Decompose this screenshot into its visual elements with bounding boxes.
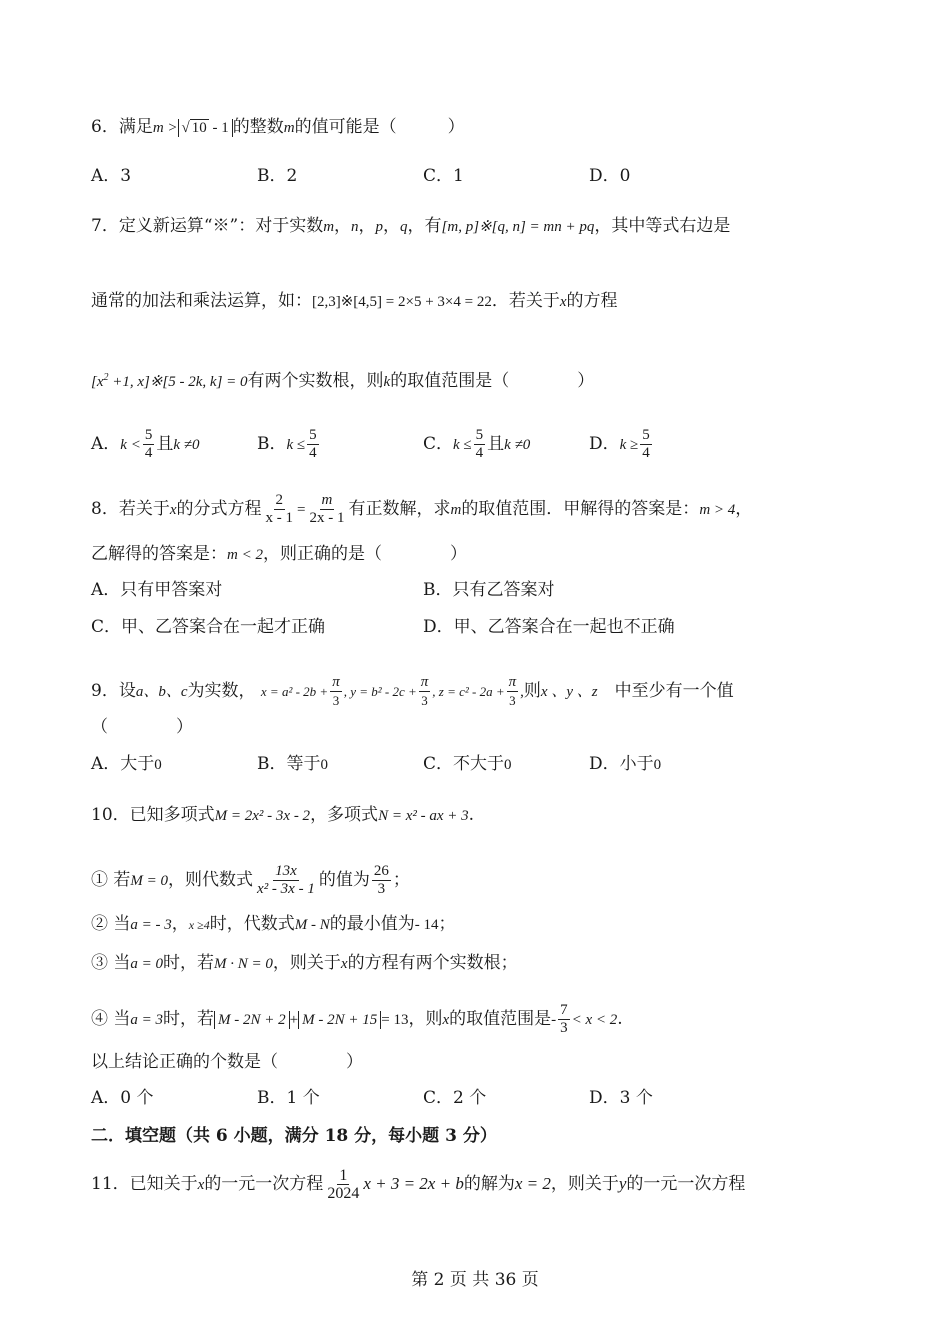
q10-s3-expr: M · N = 0 xyxy=(214,956,273,972)
page-footer: 第 2 页 共 36 页 xyxy=(411,1270,539,1290)
q9-optB-val: 0 xyxy=(320,757,328,773)
q8-text1: 8．若关于 xyxy=(91,499,170,519)
q7-optB-le: k ≤ xyxy=(286,437,306,453)
q7-var-q: q xyxy=(400,219,408,235)
q10-s4-plus: + xyxy=(289,1012,299,1028)
q7-optA-ne: k ≠0 xyxy=(173,437,200,453)
q9-z-pi: π xyxy=(508,674,517,690)
q9-z-three: 3 xyxy=(509,693,516,708)
q10-s3-b: 时，若 xyxy=(163,953,215,973)
q8-frac1-num: 2 xyxy=(275,492,283,508)
q7-option-d[interactable] xyxy=(589,427,654,462)
q11-line1 xyxy=(91,1167,745,1202)
q10-s2-cond2: x ≥4 xyxy=(188,918,210,932)
q10-text1: 10．已知多项式 xyxy=(91,805,215,825)
section-heading: 二．填空题（共 6 小题，满分 18 分，每小题 3 分） xyxy=(91,1126,497,1146)
q7-line2 xyxy=(91,289,618,314)
q9-y-three: 3 xyxy=(421,693,428,708)
q10-option-a[interactable]: A．0 个 xyxy=(91,1088,154,1108)
q7-line3-text2: 的取值范围是（ ） xyxy=(390,371,595,391)
q10-s4-e: . xyxy=(617,1009,623,1029)
q11-frac-den: 2024 xyxy=(327,1185,360,1202)
q10-s4-abs1: M - 2N + 2 xyxy=(214,1011,290,1029)
q11-frac-num: 1 xyxy=(339,1167,348,1184)
q8-option-b[interactable]: B．只有乙答案对 xyxy=(423,580,555,600)
q9-optC-label: C．不大于 xyxy=(423,754,505,774)
q8-option-c[interactable]: C．甲、乙答案合在一起才正确 xyxy=(91,617,326,637)
q10-s2-d: 的最小值为 xyxy=(329,914,415,934)
q9-xyz: x 、y 、z xyxy=(540,684,598,700)
q8-line2-text1: 乙解得的答案是： xyxy=(91,544,227,564)
q9-z-frac xyxy=(507,674,519,709)
q7-optD-ge: k ≥ xyxy=(619,437,639,453)
q7-equation xyxy=(91,374,248,390)
q8-ans-yi: m < 2 xyxy=(227,547,263,563)
q10-s1-frac xyxy=(255,863,317,898)
q9-option-b[interactable] xyxy=(257,752,328,777)
q10-s2-e: ； xyxy=(438,914,456,934)
q10-statement-3 xyxy=(91,951,518,976)
q7-text2: ，其中等式右边是 xyxy=(594,216,731,236)
q10-N-expr: N = x² - ax + 3 xyxy=(378,808,469,824)
q7-line3 xyxy=(91,366,594,394)
q11-var-x: x xyxy=(197,1177,205,1193)
q7-eq-part2: +1, x]※[5 - 2k, k] = 0 xyxy=(108,374,248,390)
q7-definition: [m, p]※[q, n] = mn + pq xyxy=(441,219,595,235)
q10-statement-4 xyxy=(91,1002,623,1037)
q7-example: [2,3]※[4,5] = 2×5 + 3×4 = 22 xyxy=(312,294,492,310)
q10-s1-c: 的值为 xyxy=(318,870,370,890)
q9-y-pi: π xyxy=(420,674,429,690)
q7-sep1: ， xyxy=(334,216,352,236)
q8-frac1-den: x - 1 xyxy=(265,510,293,526)
q10-s1-a: ① 若 xyxy=(91,870,131,890)
q7-optA-and: 且 xyxy=(156,434,174,454)
q6-option-c[interactable]: C．1 xyxy=(423,166,464,186)
q7-optD-den: 4 xyxy=(642,445,650,461)
q10-text3: . xyxy=(468,805,475,825)
q6-option-a[interactable]: A．3 xyxy=(91,166,132,186)
q10-s1-vnum: 26 xyxy=(373,863,389,879)
q10-s1-value xyxy=(372,863,391,898)
q7-option-b[interactable] xyxy=(257,427,321,462)
q9-optB-label: B．等于 xyxy=(257,754,321,774)
q9-optC-val: 0 xyxy=(504,757,512,773)
q9-optA-label: A．大于 xyxy=(91,754,155,774)
q8-line2-text2: ，则正确的是（ ） xyxy=(262,544,467,564)
q6-abs-expr: √ 10 - 1 xyxy=(178,119,233,137)
q10-s4-b: 时，若 xyxy=(163,1009,215,1029)
q10-s2-a: ② 当 xyxy=(91,914,131,934)
q10-s4-c: ，则 xyxy=(408,1009,443,1029)
q10-s3-c: ，则关于 xyxy=(272,953,341,973)
q8-frac2-num: m xyxy=(321,492,333,508)
q10-s2-expr: M - N xyxy=(294,917,330,933)
q7-optB-label: B． xyxy=(257,434,287,454)
q7-var-x: x xyxy=(559,294,567,310)
q9-z-expr: , z = c² - 2a + xyxy=(432,684,505,699)
q9-line1 xyxy=(91,674,861,709)
q7-optB-den: 4 xyxy=(309,445,317,461)
q9-text1: 9．设 xyxy=(91,681,136,701)
q9-x-frac xyxy=(330,674,342,709)
q10-statement-1 xyxy=(91,863,410,898)
q9-option-c[interactable] xyxy=(423,752,512,777)
q10-s1-num: 13x xyxy=(275,863,297,879)
q6-ineq-left: m > xyxy=(152,120,178,136)
q9-x-expr: x = a² - 2b + xyxy=(260,684,329,699)
q8-ans-jia: m > 4 xyxy=(699,502,736,518)
q8-frac2 xyxy=(307,492,346,527)
q8-comma: ， xyxy=(735,499,753,519)
q10-stem xyxy=(91,803,474,828)
q7-optC-ne: k ≠0 xyxy=(504,437,531,453)
q10-M-expr: M = 2x² - 3x - 2 xyxy=(214,808,311,824)
q10-s1-cond: M = 0 xyxy=(130,873,169,889)
q11-var-y: y xyxy=(618,1174,627,1193)
q7-sep3: ， xyxy=(383,216,401,236)
q8-text3: 有正数解，求 xyxy=(348,499,451,519)
q7-line2-text1: 通常的加法和乘法运算，如： xyxy=(91,291,312,311)
q10-s4-den: 3 xyxy=(560,1020,568,1036)
q7-optA-lt: k < xyxy=(120,437,141,453)
q6-prefix: 6．满足 xyxy=(91,117,153,137)
q6-minus-one: - 1 xyxy=(208,120,229,136)
q10-s4-num: 7 xyxy=(560,1002,568,1018)
q7-var-m: m xyxy=(323,219,335,235)
q10-text2: ，多项式 xyxy=(310,805,379,825)
q7-optC-frac xyxy=(474,427,486,462)
q7-line2-text3: 的方程 xyxy=(566,291,618,311)
q7-optA-den: 4 xyxy=(144,445,153,461)
q7-line3-text1: 有两个实数根，则 xyxy=(247,371,384,391)
q10-s4-eq: = 13 xyxy=(381,1012,409,1028)
q10-s3-a: ③ 当 xyxy=(91,953,131,973)
q7-have: ，有 xyxy=(407,216,442,236)
q11-sol: x = 2 xyxy=(514,1174,551,1193)
q10-s4-abs2: M - 2N + 15 xyxy=(298,1011,381,1029)
q10-s1-b: ，则代数式 xyxy=(168,870,254,890)
q9-option-a[interactable] xyxy=(91,752,162,777)
q9-option-d[interactable] xyxy=(589,752,661,777)
q7-optD-label: D． xyxy=(589,434,620,454)
q10-statement-2 xyxy=(91,912,455,937)
q6-sqrt-arg: 10 xyxy=(191,120,207,136)
q8-line1 xyxy=(91,492,752,527)
q7-optD-num: 5 xyxy=(642,427,650,443)
q11-text4: ，则关于 xyxy=(550,1174,619,1194)
q7-optA-num: 5 xyxy=(144,427,153,443)
q6-option-b[interactable]: B．2 xyxy=(257,166,298,186)
q10-option-d[interactable]: D．3 个 xyxy=(589,1088,653,1108)
q7-option-a[interactable] xyxy=(91,427,199,462)
q10-option-c[interactable]: C．2 个 xyxy=(423,1088,487,1108)
q10-s4-a: ④ 当 xyxy=(91,1009,131,1029)
q7-option-c[interactable] xyxy=(423,427,530,462)
q11-text5: 的一元一次方程 xyxy=(626,1174,746,1194)
q10-s4-x: x xyxy=(442,1012,450,1028)
q7-var-p: p xyxy=(375,219,384,235)
q10-s3-d: 的方程有两个实数根； xyxy=(347,953,518,973)
q6-option-d[interactable]: D．0 xyxy=(589,166,631,186)
q9-x-three: 3 xyxy=(332,693,340,708)
q9-optA-val: 0 xyxy=(154,757,162,773)
q10-s3-cond: a = 0 xyxy=(130,956,164,972)
q8-var-m: m xyxy=(450,502,462,518)
q8-eq: = xyxy=(297,502,306,518)
q10-s4-frac xyxy=(558,1002,570,1037)
q10-s1-vden: 3 xyxy=(377,881,386,897)
q7-optA-frac xyxy=(143,427,155,462)
q9-optD-label: D．小于 xyxy=(589,754,654,774)
q10-s2-cond1: a = - 3 xyxy=(130,917,172,933)
q10-s4-d: 的取值范围是 xyxy=(449,1009,552,1029)
q7-line2-text2: ．若关于 xyxy=(491,291,560,311)
q7-var-n: n xyxy=(351,219,359,235)
q11-text1: 11．已知关于 xyxy=(91,1174,198,1194)
q7-optB-num: 5 xyxy=(309,427,317,443)
q8-frac1 xyxy=(264,492,296,527)
q9-y-frac xyxy=(419,674,431,709)
q9-tail-comma: , xyxy=(520,684,524,700)
q8-option-a[interactable]: A．只有甲答案对 xyxy=(91,580,223,600)
q10-s2-c: 时，代数式 xyxy=(209,914,295,934)
q11-expr: x + 3 = 2x + b xyxy=(363,1174,464,1193)
q11-frac xyxy=(325,1167,361,1202)
q9-paren: （ ） xyxy=(91,717,193,737)
q7-optC-le: k ≤ xyxy=(453,437,472,453)
q9-x-pi: π xyxy=(332,674,340,690)
q6-middle: 的整数 xyxy=(232,117,284,137)
q10-s1-d: ； xyxy=(392,870,410,890)
q7-optC-label: C． xyxy=(423,434,454,454)
q9-optD-val: 0 xyxy=(653,757,662,773)
q6-stem xyxy=(91,115,465,140)
q7-optC-and: 且 xyxy=(487,434,505,454)
q8-line2 xyxy=(91,542,467,567)
q7-text1: 7．定义新运算“※”：对于实数 xyxy=(91,216,324,236)
q6-var-m: m xyxy=(283,120,295,136)
q9-text2: 为实数， xyxy=(187,681,256,701)
q10-s2-b: ， xyxy=(171,914,189,934)
q8-text4: 的取值范围．甲解得的答案是： xyxy=(461,499,700,519)
q11-text2: 的一元一次方程 xyxy=(204,1174,324,1194)
q8-frac2-den: 2x - 1 xyxy=(309,510,345,526)
q7-optB-frac xyxy=(307,427,319,462)
q10-s2-val: - 14 xyxy=(414,917,439,933)
q7-optC-num: 5 xyxy=(475,427,484,443)
q8-var-x: x xyxy=(169,502,177,518)
q7-line1 xyxy=(91,214,730,239)
q10-summary: 以上结论正确的个数是（ ） xyxy=(91,1052,363,1072)
q8-option-d[interactable]: D．甲、乙答案合在一起也不正确 xyxy=(423,617,675,637)
q10-s4-range: < x < 2 xyxy=(571,1012,618,1028)
q9-vars: a、b、c xyxy=(135,684,188,700)
q10-s1-den: x² - 3x - 1 xyxy=(257,881,315,897)
q8-text2: 的分式方程 xyxy=(176,499,262,519)
q9-text3: 则 xyxy=(523,681,541,701)
q6-suffix: 的值可能是（ ） xyxy=(294,117,465,137)
q10-option-b[interactable]: B．1 个 xyxy=(257,1088,320,1108)
q10-s3-x: x xyxy=(340,956,348,972)
q9-text4: 中至少有一个值 xyxy=(614,681,734,701)
q7-optC-den: 4 xyxy=(475,445,484,461)
q7-optA-label: A． xyxy=(91,434,121,454)
q7-eq-part1: [x xyxy=(91,374,104,390)
q9-y-expr: , y = b² - 2c + xyxy=(343,684,417,699)
q10-s4-neg: - xyxy=(551,1012,557,1028)
q7-var-k: k xyxy=(383,374,391,390)
q7-sep2: ， xyxy=(358,216,376,236)
q7-optD-frac xyxy=(640,427,652,462)
q10-s4-cond: a = 3 xyxy=(130,1012,164,1028)
q7-eq-sup: 2 xyxy=(103,372,109,383)
q11-text3: 的解为 xyxy=(463,1174,515,1194)
